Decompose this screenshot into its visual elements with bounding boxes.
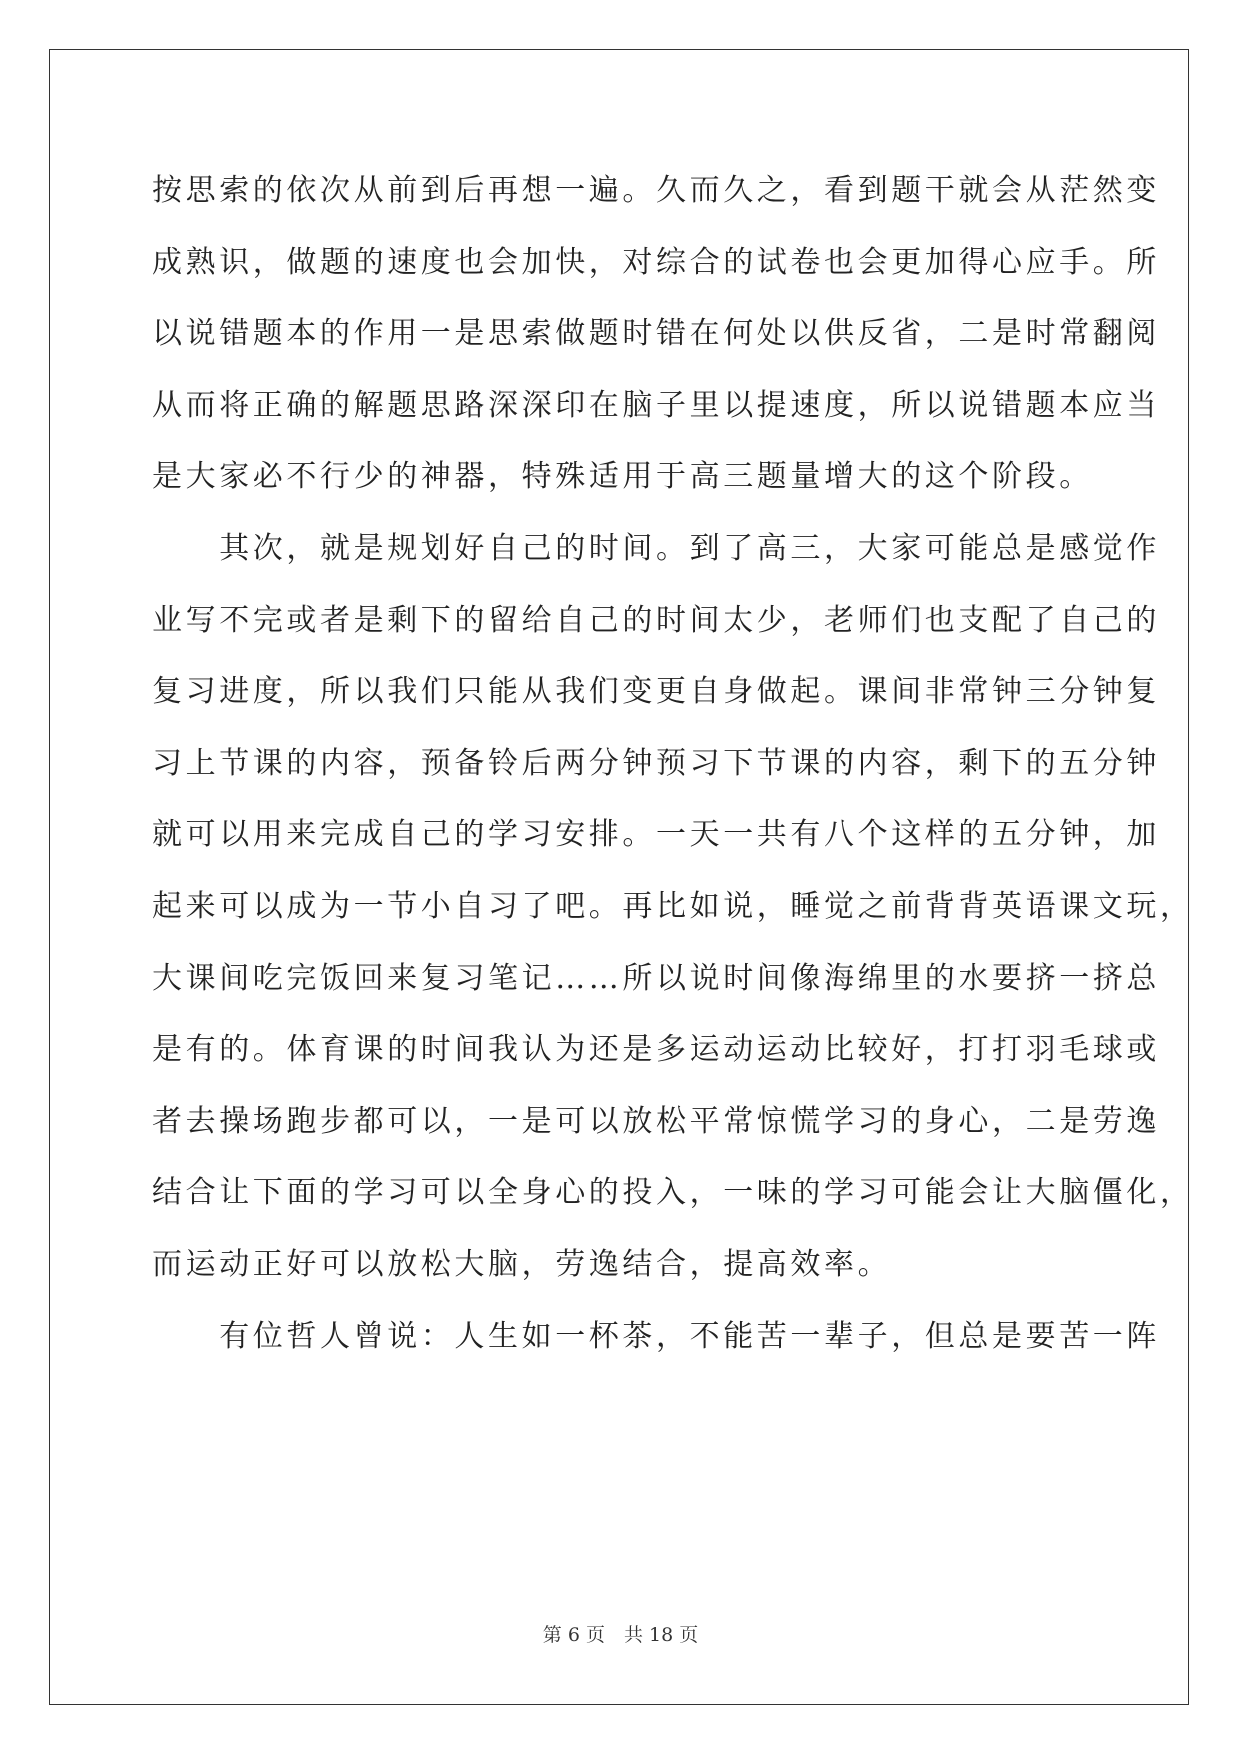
text-line: 业写不完或者是剩下的留给自己的时间太少，老师们也支配了自己的	[152, 602, 1160, 638]
text-line: 按思索的依次从前到后再想一遍。久而久之，看到题干就会从茫然变	[152, 173, 1160, 208]
text-line: 成熟识，做题的速度也会加快，对综合的试卷也会更加得心应手。所	[152, 244, 1160, 280]
text-line: 复习进度，所以我们只能从我们变更自身做起。课间非常钟三分钟复	[152, 674, 1160, 710]
text-line: 习上节课的内容，预备铃后两分钟预习下节课的内容，剩下的五分钟	[152, 745, 1160, 781]
text-line: 结合让下面的学习可以全身心的投入，一味的学习可能会让大脑僵化，	[152, 1175, 1194, 1211]
document-body	[152, 155, 1194, 1372]
text-line: 有位哲人曾说：人生如一杯茶，不能苦一辈子，但总是要苦一阵	[152, 1318, 1160, 1354]
text-line: 从而将正确的解题思路深深印在脑子里以提速度，所以说错题本应当	[152, 387, 1160, 423]
text-line: 是大家必不行少的神器，特殊适用于高三题量增大的这个阶段。	[152, 459, 1093, 495]
text-line: 就可以用来完成自己的学习安排。一天一共有八个这样的五分钟，加	[152, 817, 1160, 853]
text-line: 其次，就是规划好自己的时间。到了高三，大家可能总是感觉作	[152, 530, 1160, 566]
text-line: 起来可以成为一节小自习了吧。再比如说，睡觉之前背背英语课文玩，	[152, 888, 1194, 924]
text-line: 者去操场跑步都可以，一是可以放松平常惊慌学习的身心，二是劳逸	[152, 1103, 1160, 1139]
text-line: 而运动正好可以放松大脑，劳逸结合，提高效率。	[152, 1246, 892, 1282]
page-number-footer: 第 6 页 共 18 页	[542, 1624, 699, 1646]
text-line: 以说错题本的作用一是思索做题时错在何处以供反省，二是时常翻阅	[152, 316, 1160, 352]
text-line: 是有的。体育课的时间我认为还是多运动运动比较好，打打羽毛球或	[152, 1032, 1160, 1068]
text-line: 大课间吃完饭回来复习笔记……所以说时间像海绵里的水要挤一挤总	[152, 960, 1160, 996]
